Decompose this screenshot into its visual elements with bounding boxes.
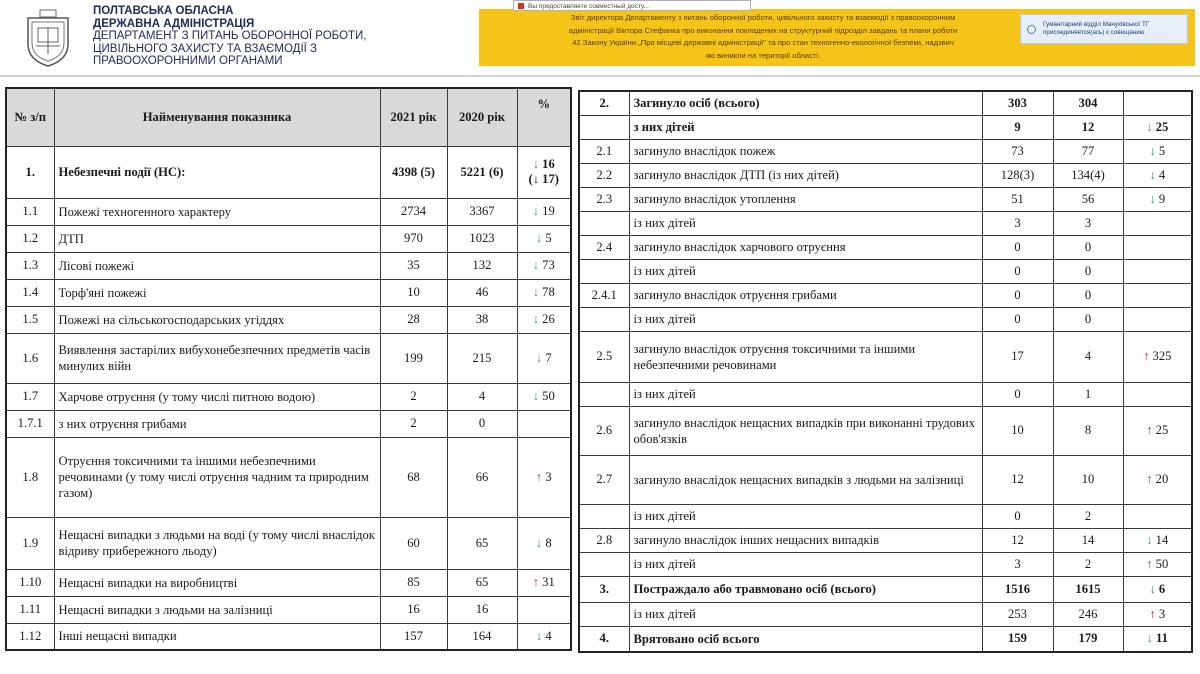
value-2021: 9 — [982, 115, 1053, 139]
row-name: Небезпечні події (НС): — [54, 146, 380, 198]
value-2020: 65 — [447, 517, 517, 569]
casualties-table-body — [579, 91, 1192, 652]
table-row — [6, 569, 571, 596]
percent-change — [1123, 259, 1192, 283]
row-name: Пожежі техногенного характеру — [54, 198, 380, 225]
value-2020: 4 — [1053, 331, 1123, 382]
value-2021: 2 — [380, 410, 447, 437]
percent-change — [1123, 455, 1192, 504]
row-number — [579, 382, 629, 406]
arrow-down-icon: ↓ — [532, 312, 540, 326]
arrow-down-icon: ↓ — [532, 389, 540, 403]
value-2020: 0 — [447, 410, 517, 437]
row-number: 1.2 — [6, 225, 54, 252]
percent-change — [1123, 163, 1192, 187]
row-number: 2.4.1 — [579, 283, 629, 307]
value-2021: 3 — [982, 552, 1053, 576]
table-row — [579, 259, 1192, 283]
arrow-down-icon: ↓ — [1146, 119, 1153, 134]
org-title — [93, 5, 367, 68]
percent-change — [517, 623, 571, 650]
value-2021: 303 — [982, 91, 1053, 115]
percent-value: 19 — [542, 204, 555, 218]
value-2020: 10 — [1053, 455, 1123, 504]
table-row — [6, 437, 571, 517]
table-row — [6, 252, 571, 279]
row-number: 2.2 — [579, 163, 629, 187]
value-2020: 38 — [447, 306, 517, 333]
value-2020: 46 — [447, 279, 517, 306]
col-header-2020: 2020 рік — [447, 88, 517, 146]
percent-change — [1123, 331, 1192, 382]
percent-value: 14 — [1155, 532, 1169, 547]
percent-change — [1123, 552, 1192, 576]
value-2021: 970 — [380, 225, 447, 252]
row-name: із них дітей — [629, 211, 982, 235]
value-2020: 304 — [1053, 91, 1123, 115]
arrow-down-icon: ↓ — [535, 231, 543, 245]
row-number: 1.12 — [6, 623, 54, 650]
table-header-row — [6, 88, 571, 146]
percent-value: 325 — [1152, 349, 1172, 363]
value-2021: 85 — [380, 569, 447, 596]
value-2020: 8 — [1053, 406, 1123, 455]
percent-value: 31 — [542, 575, 555, 589]
row-number — [579, 307, 629, 331]
row-name: загинуло внаслідок нещасних випадків з людьми на залізниці — [629, 455, 982, 504]
value-2021: 0 — [982, 283, 1053, 307]
table-row — [579, 552, 1192, 576]
percent-change — [1123, 406, 1192, 455]
col-header-num: № з/п — [6, 88, 54, 146]
value-2021: 0 — [982, 382, 1053, 406]
table-row — [579, 283, 1192, 307]
banner-text — [483, 12, 1043, 62]
value-2021: 0 — [982, 504, 1053, 528]
row-name: Торф'яні пожежі — [54, 279, 380, 306]
row-number: 1.3 — [6, 252, 54, 279]
table-row — [6, 279, 571, 306]
sharing-indicator-icon — [518, 3, 524, 9]
table-row — [6, 596, 571, 623]
value-2020: 246 — [1053, 602, 1123, 626]
value-2021: 253 — [982, 602, 1053, 626]
percent-value: 8 — [545, 535, 552, 550]
row-number: 2. — [579, 91, 629, 115]
percent-value-secondary: (↓ 17) — [528, 172, 559, 186]
row-number: 4. — [579, 626, 629, 652]
row-name: Нещасні випадки з людьми на воді (у тому числі внаслідок відриву прибережного льоду) — [54, 517, 380, 569]
row-name: загинуло внаслідок харчового отруєння — [629, 235, 982, 259]
arrow-up-icon: ↑ — [1146, 472, 1153, 486]
row-name: ДТП — [54, 225, 380, 252]
row-name: загинуло внаслідок нещасних випадків при виконанні трудових обов'язків — [629, 406, 982, 455]
table-row — [579, 115, 1192, 139]
value-2021: 2 — [380, 383, 447, 410]
arrow-down-icon: ↓ — [535, 535, 543, 550]
row-number: 2.3 — [579, 187, 629, 211]
dept-name-line1: ДЕПАРТАМЕНТ З ПИТАНЬ ОБОРОННОЇ РОБОТИ, — [93, 30, 367, 42]
arrow-down-icon: ↓ — [532, 258, 540, 272]
percent-value: 50 — [542, 389, 555, 403]
percent-change — [517, 569, 571, 596]
percent-change — [517, 198, 571, 225]
value-2020: 5221 (6) — [447, 146, 517, 198]
row-number: 1.1 — [6, 198, 54, 225]
value-2021: 17 — [982, 331, 1053, 382]
notice-text: Гуманітарний відділ Мачухівської ТГ присоединяется(ась) к совещанию — [1043, 21, 1150, 36]
value-2020: 77 — [1053, 139, 1123, 163]
percent-change — [517, 225, 571, 252]
row-number — [579, 259, 629, 283]
percent-change — [517, 410, 571, 437]
row-name: Отруєння токсичними та іншими небезпечними речовинами (у тому числі отруєння чадним та природним газом) — [54, 437, 380, 517]
percent-change — [1123, 139, 1192, 163]
value-2020: 12 — [1053, 115, 1123, 139]
value-2021: 12 — [982, 528, 1053, 552]
row-name: Нещасні випадки з людьми на залізниці — [54, 596, 380, 623]
value-2021: 128(3) — [982, 163, 1053, 187]
percent-change — [1123, 528, 1192, 552]
col-header-name: Найменування показника — [54, 88, 380, 146]
percent-value: 3 — [1158, 606, 1166, 621]
percent-change — [1123, 307, 1192, 331]
arrow-down-icon: ↓ — [532, 204, 540, 218]
row-number: 2.4 — [579, 235, 629, 259]
row-name: загинуло внаслідок інших нещасних випадків — [629, 528, 982, 552]
row-number: 1.5 — [6, 306, 54, 333]
arrow-up-icon: ↑ — [1146, 556, 1153, 571]
incidents-table-body — [6, 146, 571, 650]
value-2020: 132 — [447, 252, 517, 279]
table-row — [579, 602, 1192, 626]
arrow-up-icon: ↑ — [1143, 349, 1150, 363]
screen-share-label: Вы предоставляете совместный досту... — [528, 3, 649, 10]
row-name: з них отруєння грибами — [54, 410, 380, 437]
header-divider — [0, 75, 1200, 77]
arrow-down-icon: ↓ — [1149, 143, 1156, 158]
row-name: Виявлення застарілих вибухонебезпечних предметів часів минулих війн — [54, 333, 380, 383]
arrow-down-icon: ↓ — [532, 157, 540, 171]
row-number: 2.6 — [579, 406, 629, 455]
table-row — [579, 139, 1192, 163]
info-icon — [1027, 25, 1036, 34]
value-2020: 2 — [1053, 504, 1123, 528]
banner-line1: Звіт директора Департаменту з питань оборонної роботи, цивільного захисту та взаємодії з правоохоронним — [570, 13, 956, 22]
arrow-down-icon: ↓ — [1146, 532, 1153, 547]
value-2020: 3 — [1053, 211, 1123, 235]
org-name-line1: ПОЛТАВСЬКА ОБЛАСНА — [93, 5, 234, 17]
row-name: Харчове отруєння (у тому числі питною водою) — [54, 383, 380, 410]
dept-name-line3: ПРАВООХОРОННИМИ ОРГАНАМИ — [93, 55, 283, 67]
value-2021: 159 — [982, 626, 1053, 652]
row-number — [579, 211, 629, 235]
percent-value: 11 — [1156, 631, 1168, 646]
table-row — [579, 504, 1192, 528]
value-2020: 2 — [1053, 552, 1123, 576]
table-row — [6, 198, 571, 225]
value-2021: 35 — [380, 252, 447, 279]
value-2020: 66 — [447, 437, 517, 517]
percent-change — [517, 333, 571, 383]
value-2020: 134(4) — [1053, 163, 1123, 187]
dept-name-line2: ЦИВІЛЬНОГО ЗАХИСТУ ТА ВЗАЄМОДІЇ З — [93, 42, 317, 55]
value-2021: 28 — [380, 306, 447, 333]
arrow-down-icon: ↓ — [1146, 631, 1153, 646]
percent-value: 78 — [542, 285, 555, 299]
row-number: 2.1 — [579, 139, 629, 163]
row-number: 2.5 — [579, 331, 629, 382]
percent-value: 9 — [1158, 191, 1166, 206]
row-number — [579, 504, 629, 528]
org-name-line2: ДЕРЖАВНА АДМІНІСТРАЦІЯ — [93, 17, 255, 30]
percent-change — [517, 279, 571, 306]
value-2020: 179 — [1053, 626, 1123, 652]
percent-change — [1123, 283, 1192, 307]
percent-change — [1123, 382, 1192, 406]
value-2020: 65 — [447, 569, 517, 596]
percent-value: 50 — [1155, 556, 1169, 571]
row-name: Загинуло осіб (всього) — [629, 91, 982, 115]
percent-value: 20 — [1155, 472, 1169, 486]
value-2020: 0 — [1053, 259, 1123, 283]
percent-change — [517, 596, 571, 623]
percent-change — [1123, 211, 1192, 235]
value-2021: 10 — [982, 406, 1053, 455]
percent-value: 73 — [542, 258, 555, 272]
arrow-down-icon: ↓ — [1149, 581, 1156, 596]
arrow-up-icon: ↑ — [535, 469, 543, 484]
banner-line4: які виникли на території області. — [705, 50, 821, 60]
value-2020: 1615 — [1053, 576, 1123, 602]
row-name: Пожежі на сільськогосподарських угіддях — [54, 306, 380, 333]
percent-change — [1123, 115, 1192, 139]
value-2020: 0 — [1053, 235, 1123, 259]
row-name: загинуло внаслідок утоплення — [629, 187, 982, 211]
row-name: із них дітей — [629, 259, 982, 283]
table-row — [579, 528, 1192, 552]
percent-value: 6 — [1158, 581, 1166, 596]
value-2020: 1023 — [447, 225, 517, 252]
value-2021: 68 — [380, 437, 447, 517]
value-2020: 0 — [1053, 307, 1123, 331]
value-2020: 4 — [447, 383, 517, 410]
arrow-up-icon: ↑ — [1149, 606, 1156, 621]
percent-change — [517, 146, 571, 198]
table-row — [579, 211, 1192, 235]
arrow-up-icon: ↑ — [532, 575, 540, 589]
arrow-down-icon: ↓ — [535, 628, 543, 643]
value-2020: 0 — [1053, 283, 1123, 307]
value-2021: 0 — [982, 259, 1053, 283]
value-2021: 10 — [380, 279, 447, 306]
casualties-table — [578, 90, 1193, 653]
row-number: 3. — [579, 576, 629, 602]
percent-value: 7 — [545, 350, 552, 365]
row-number — [579, 115, 629, 139]
table-row — [6, 146, 571, 198]
screen-share-tab[interactable] — [513, 0, 751, 11]
row-number: 2.7 — [579, 455, 629, 504]
percent-change — [1123, 626, 1192, 652]
row-name: Інші нещасні випадки — [54, 623, 380, 650]
table-row — [579, 626, 1192, 652]
row-number: 1. — [6, 146, 54, 198]
percent-value: 4 — [545, 628, 552, 643]
value-2021: 60 — [380, 517, 447, 569]
row-number: 1.6 — [6, 333, 54, 383]
percent-change — [517, 252, 571, 279]
percent-change — [517, 517, 571, 569]
table-row — [579, 187, 1192, 211]
table-row — [579, 163, 1192, 187]
value-2021: 2734 — [380, 198, 447, 225]
banner-line3: 42 Закону України „Про місцеві державні адміністрації" та про стан техногенно-екологічної безпеки, надзвич — [572, 38, 954, 47]
percent-change — [1123, 91, 1192, 115]
row-name: із них дітей — [629, 307, 982, 331]
value-2020: 56 — [1053, 187, 1123, 211]
row-name: загинуло внаслідок пожеж — [629, 139, 982, 163]
table-row — [579, 307, 1192, 331]
table-row — [579, 576, 1192, 602]
percent-value: 3 — [545, 469, 552, 484]
table-row — [6, 333, 571, 383]
table-row — [6, 225, 571, 252]
col-header-percent: % — [517, 88, 571, 146]
percent-change — [1123, 576, 1192, 602]
row-name: загинуло внаслідок ДТП (із них дітей) — [629, 163, 982, 187]
arrow-down-icon: ↓ — [532, 285, 540, 299]
percent-value: 4 — [1158, 167, 1166, 182]
row-name: із них дітей — [629, 552, 982, 576]
arrow-down-icon: ↓ — [1149, 191, 1156, 206]
value-2021: 199 — [380, 333, 447, 383]
col-header-2021: 2021 рік — [380, 88, 447, 146]
row-name: загинуло внаслідок отруєння токсичними та іншими небезпечними речовинами — [629, 331, 982, 382]
percent-value: 26 — [542, 312, 555, 326]
row-number: 1.10 — [6, 569, 54, 596]
banner-line2: адміністрації Віктора Стефанка про виконання покладених на структурний підрозділ завдань та плани роботи — [568, 25, 958, 35]
percent-change — [1123, 504, 1192, 528]
percent-value: 16 — [542, 157, 555, 171]
value-2020: 14 — [1053, 528, 1123, 552]
row-name: Нещасні випадки на виробництві — [54, 569, 380, 596]
percent-value: 25 — [1155, 423, 1169, 437]
percent-value: 25 — [1155, 119, 1169, 134]
percent-change — [1123, 235, 1192, 259]
row-number: 1.4 — [6, 279, 54, 306]
coat-of-arms-icon — [22, 8, 74, 68]
table-row — [579, 91, 1192, 115]
table-row — [6, 517, 571, 569]
participant-join-notice[interactable] — [1020, 14, 1188, 44]
table-row — [6, 306, 571, 333]
table-row — [579, 331, 1192, 382]
table-row — [579, 382, 1192, 406]
percent-change — [517, 437, 571, 517]
row-number: 1.11 — [6, 596, 54, 623]
percent-change — [1123, 187, 1192, 211]
table-row — [6, 623, 571, 650]
table-row — [6, 410, 571, 437]
value-2021: 3 — [982, 211, 1053, 235]
value-2020: 16 — [447, 596, 517, 623]
value-2021: 12 — [982, 455, 1053, 504]
arrow-down-icon: ↓ — [1149, 167, 1156, 182]
row-name: Постраждало або травмовано осіб (всього) — [629, 576, 982, 602]
row-name: із них дітей — [629, 602, 982, 626]
value-2020: 215 — [447, 333, 517, 383]
table-row — [579, 406, 1192, 455]
table-row — [579, 235, 1192, 259]
row-name: Лісові пожежі — [54, 252, 380, 279]
row-name: із них дітей — [629, 382, 982, 406]
row-number: 1.9 — [6, 517, 54, 569]
row-number — [579, 602, 629, 626]
value-2020: 1 — [1053, 382, 1123, 406]
value-2021: 73 — [982, 139, 1053, 163]
percent-value: 5 — [545, 231, 552, 245]
row-number: 2.8 — [579, 528, 629, 552]
row-number: 1.7 — [6, 383, 54, 410]
incidents-table — [5, 87, 572, 651]
row-number: 1.8 — [6, 437, 54, 517]
value-2021: 157 — [380, 623, 447, 650]
value-2021: 4398 (5) — [380, 146, 447, 198]
percent-change — [517, 383, 571, 410]
value-2021: 0 — [982, 307, 1053, 331]
value-2020: 164 — [447, 623, 517, 650]
percent-change — [1123, 602, 1192, 626]
row-name: загинуло внаслідок отруєння грибами — [629, 283, 982, 307]
value-2021: 0 — [982, 235, 1053, 259]
value-2021: 16 — [380, 596, 447, 623]
table-row — [579, 455, 1192, 504]
row-name: з них дітей — [629, 115, 982, 139]
arrow-down-icon: ↓ — [535, 350, 543, 365]
arrow-up-icon: ↑ — [1146, 423, 1153, 437]
row-name: із них дітей — [629, 504, 982, 528]
percent-change — [517, 306, 571, 333]
value-2020: 3367 — [447, 198, 517, 225]
percent-value: 5 — [1158, 143, 1166, 158]
row-name: Врятовано осіб всього — [629, 626, 982, 652]
table-row — [6, 383, 571, 410]
row-number — [579, 552, 629, 576]
value-2021: 1516 — [982, 576, 1053, 602]
row-number: 1.7.1 — [6, 410, 54, 437]
value-2021: 51 — [982, 187, 1053, 211]
